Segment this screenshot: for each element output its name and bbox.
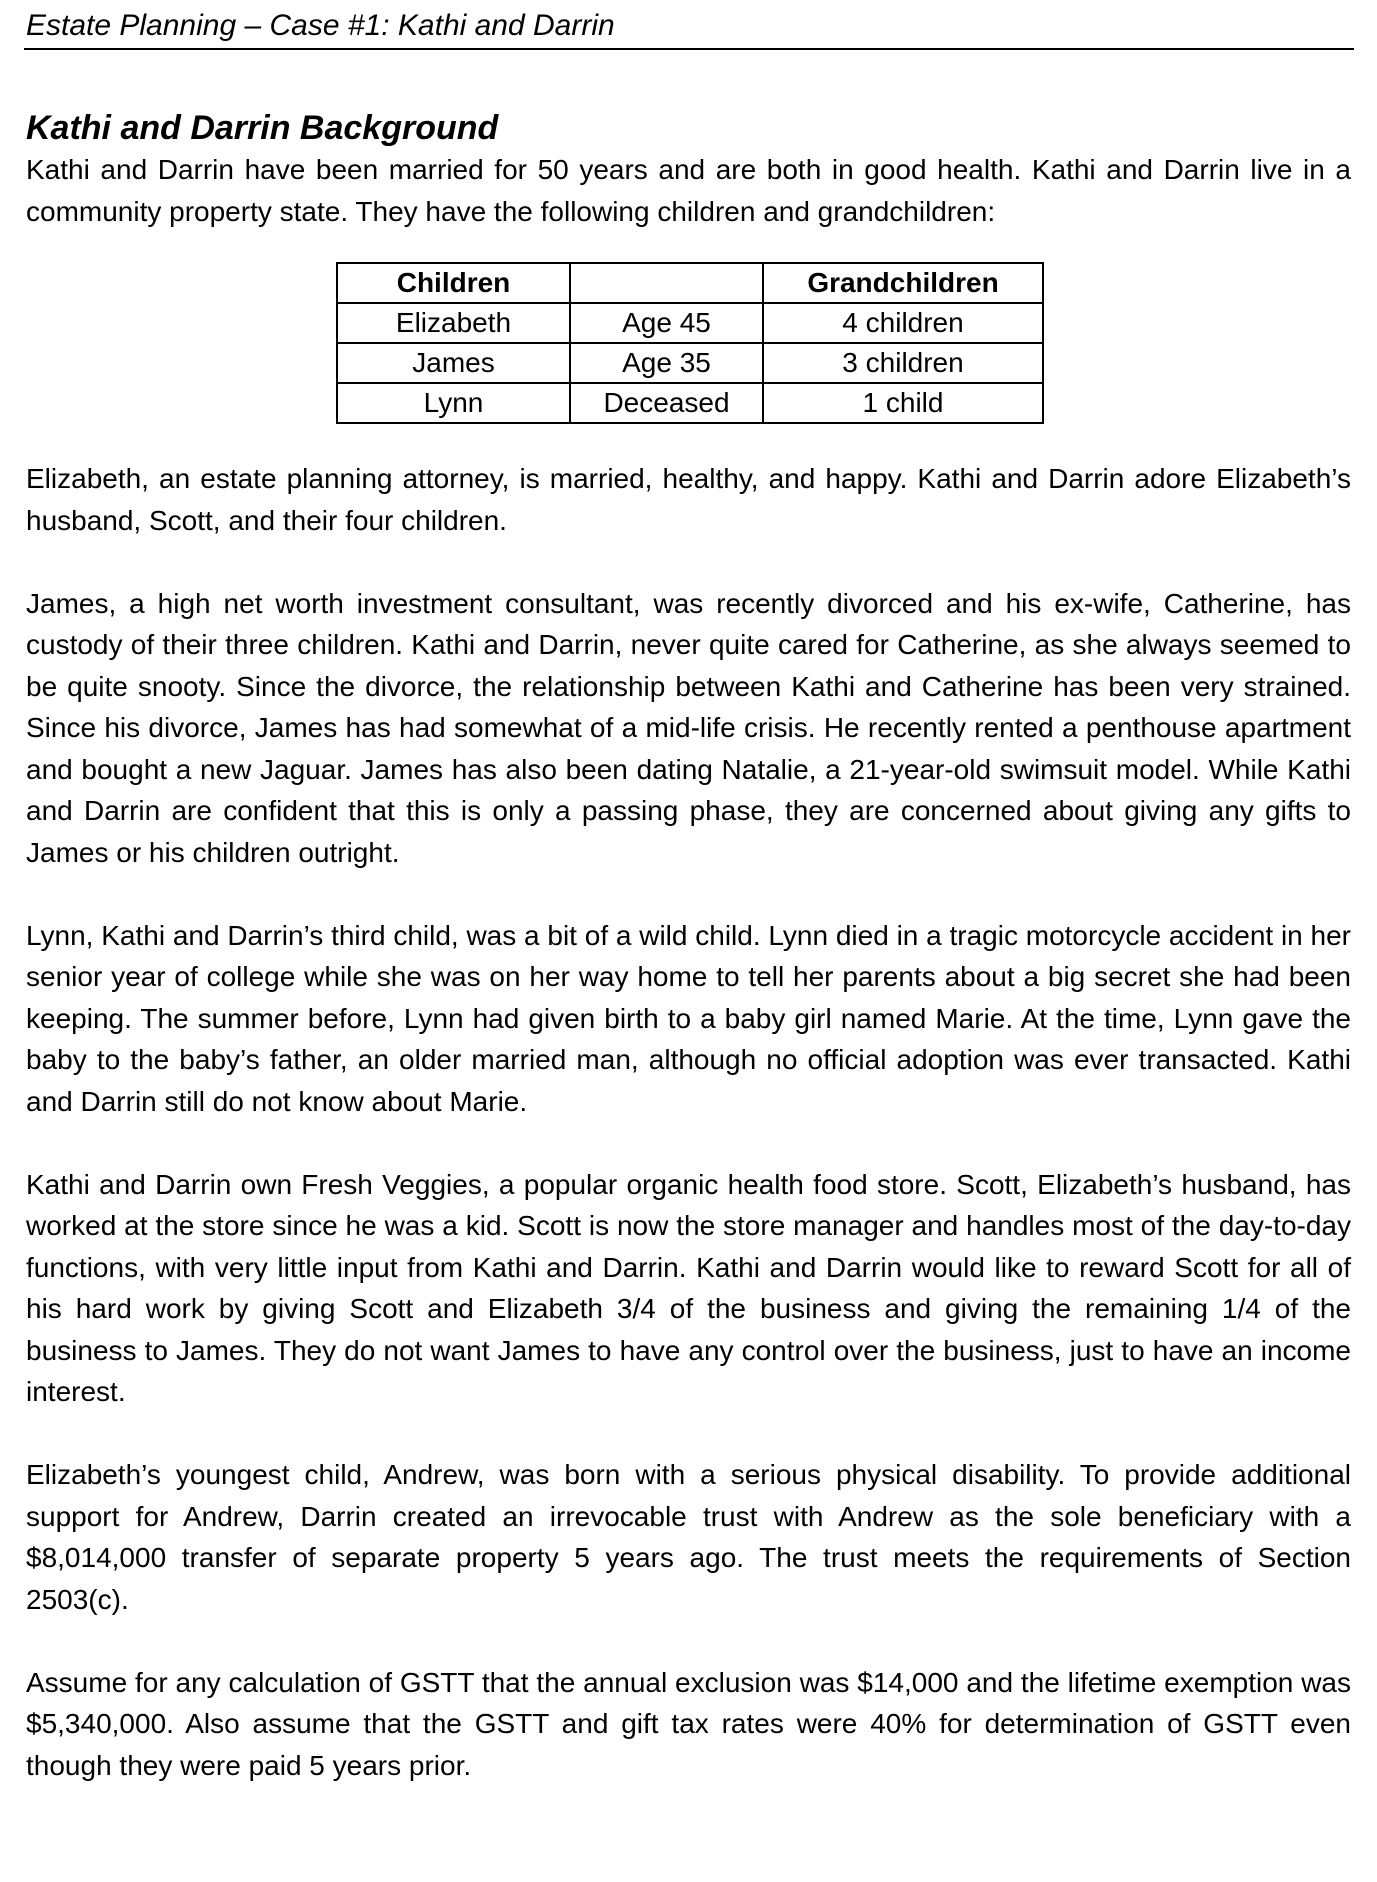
cell-age: Age 45 (570, 303, 763, 343)
intro-paragraph: Kathi and Darrin have been married for 50 years and are both in good health. Kathi and Darrin live in a community property state. They have the following children and grandchildren: (26, 154, 1351, 227)
paragraph-gstt-assumptions: Assume for any calculation of GSTT that the annual exclusion was $14,000 and the lifetime exemption was $5,340,000. Also assume that the GSTT and gift tax rates were 40% for determination of GSTT even though they were paid 5 years prior. (26, 1666, 1351, 1781)
table-row (337, 303, 1043, 343)
header-grandchildren: Grandchildren (763, 263, 1043, 303)
paragraph-andrew-trust: Elizabeth’s youngest child, Andrew, was born with a serious physical disability. To provide additional support for Andrew, Darrin created an irrevocable trust with Andrew as the sole beneficiary with a $8,014,000 transfer of separate property 5 years ago. The trust meets the requirements of Section 2503(c). (26, 1459, 1351, 1615)
cell-age: Age 35 (570, 343, 763, 383)
paragraph-lynn: Lynn, Kathi and Darrin’s third child, was a bit of a wild child. Lynn died in a tragic motorcycle accident in her senior year of college while she was on her way home to tell her parents about a big secret she had been keeping. The summer before, Lynn had given birth to a baby girl named Marie. At the time, Lynn gave the baby to the baby’s father, an older married man, although no official adoption was ever transacted. Kathi and Darrin still do not know about Marie. (26, 919, 1351, 1117)
header-children: Children (337, 263, 570, 303)
cell-grandchildren: 4 children (763, 303, 1043, 343)
paragraph-business: Kathi and Darrin own Fresh Veggies, a popular organic health food store. Scott, Elizabeth’s husband, has worked at the store since he was a kid. Scott is now the store manager and handles most of the day-to-day functions, with very little input from Kathi and Darrin. Kathi and Darrin would like to reward Scott for all of his hard work by giving Scott and Elizabeth 3/4 of the business and giving the remaining 1/4 of the business to James. They do not want James to have any control over the business, just to have an income interest. (26, 1168, 1351, 1407)
document-body (26, 107, 1351, 1786)
cell-age: Deceased (570, 383, 763, 423)
children-table (336, 262, 1044, 424)
header-divider (24, 48, 1354, 50)
cell-child: Elizabeth (337, 303, 570, 343)
running-header: Estate Planning – Case #1: Kathi and Darrin (26, 9, 615, 42)
paragraph-elizabeth: Elizabeth, an estate planning attorney, is married, healthy, and happy. Kathi and Darrin adore Elizabeth’s husband, Scott, and their four children. (26, 463, 1351, 536)
table-header-row (337, 263, 1043, 303)
table-row (337, 343, 1043, 383)
cell-grandchildren: 3 children (763, 343, 1043, 383)
cell-child: James (337, 343, 570, 383)
paragraph-james: James, a high net worth investment consultant, was recently divorced and his ex-wife, Catherine, has custody of their three children. Kathi and Darrin, never quite cared for Catherine, as she always seemed to be quite snooty. Since the divorce, the relationship between Kathi and Catherine has been very strained. Since his divorce, James has had somewhat of a mid-life crisis. He recently rented a penthouse apartment and bought a new Jaguar. James has also been dating Natalie, a 21-year-old swimsuit model. While Kathi and Darrin are confident that this is only a passing phase, they are concerned about giving any gifts to James or his children outright. (26, 587, 1351, 868)
cell-grandchildren: 1 child (763, 383, 1043, 423)
section-title: Kathi and Darrin Background (26, 109, 499, 147)
header-age (570, 263, 763, 303)
table-row (337, 383, 1043, 423)
cell-child: Lynn (337, 383, 570, 423)
